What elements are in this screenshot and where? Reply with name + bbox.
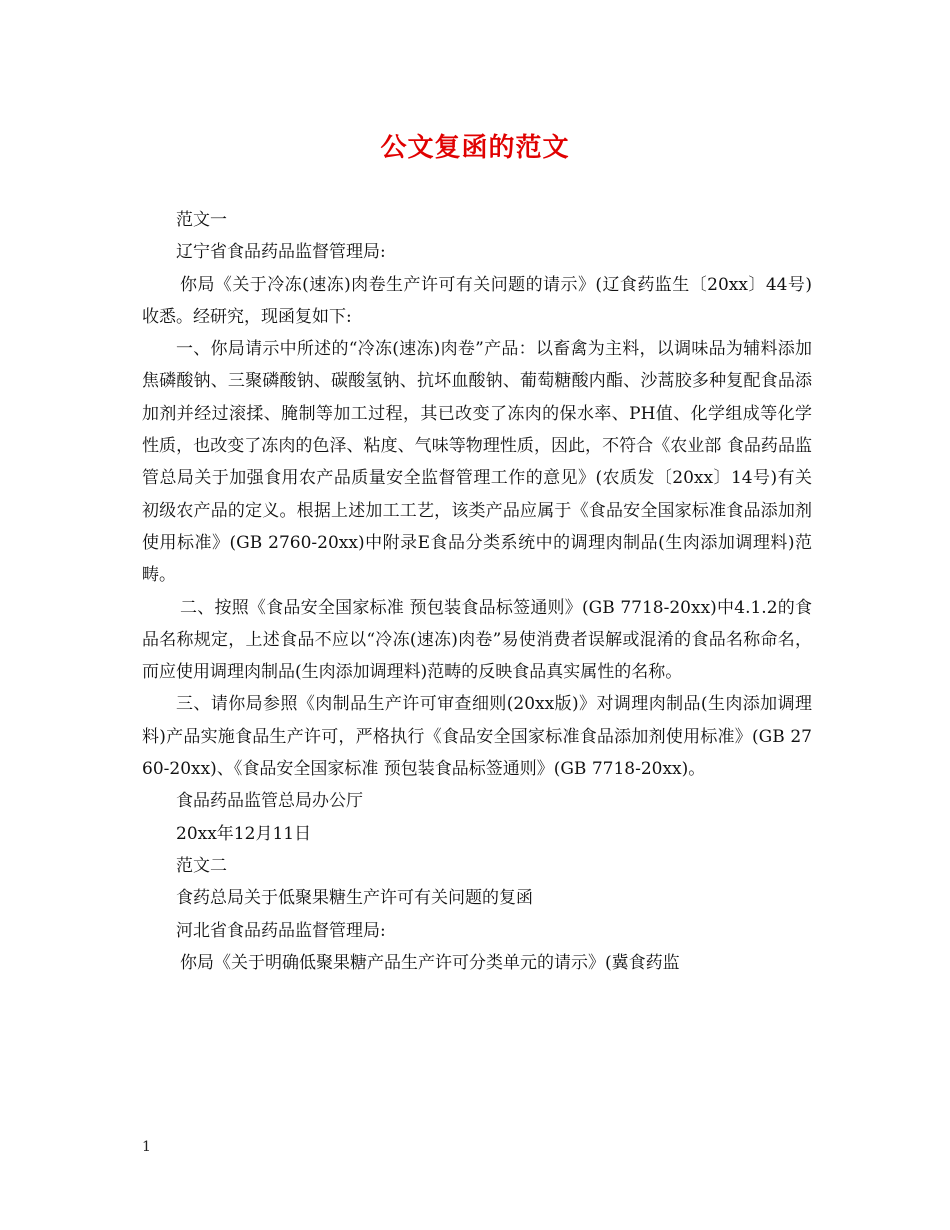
paragraph-point-3: 三、请你局参照《肉制品生产许可审查细则(20xx版)》对调理肉制品(生肉添加调理料)产品实施食品生产许可，严格执行《食品安全国家标准食品添加剂使用标准》(GB 2760-20xx)、《食品安全国家标准 预包装食品标签通则》(GB 7718-20xx)。 xyxy=(142,694,812,780)
paragraph-intro-2: 你局《关于明确低聚果糖产品生产许可分类单元的请示》(冀食药监 xyxy=(180,952,680,973)
paragraph-point-2: 二、按照《食品安全国家标准 预包装食品标签通则》(GB 7718-20xx)中4.1.2的食品名称规定，上述食品不应以“冷冻(速冻)肉卷”易使消费者误解或混淆的食品名称命名，而应使用调理肉制品(生肉添加调理料)范畴的反映食品真实属性的名称。 xyxy=(142,597,812,683)
signature-office: 食品药品监管总局办公厅 xyxy=(176,791,363,812)
addressee-2: 河北省食品药品监督管理局: xyxy=(176,920,386,941)
section-heading-1: 范文一 xyxy=(176,210,227,230)
section-heading-2: 范文二 xyxy=(176,855,227,876)
paragraph-point-1: 一、你局请示中所述的“冷冻(速冻)肉卷”产品：以畜禽为主料，以调味品为辅料添加焦磷酸钠、三聚磷酸钠、碳酸氢钠、抗坏血酸钠、葡萄糖酸内酯、沙蒿胶多种复配食品添加剂并经过滚揉、腌制等加工过程，其已改变了冻肉的保水率、PH值、化学组成等化学性质，也改变了冻肉的色泽、粘度、气味等物理性质，因此，不符合《农业部 食品药品监管总局关于加强食用农产品质量安全监督管理工作的意见》(农质发〔20xx〕14号)有关初级农产品的定义。根据上述加工工艺，该类产品应属于《食品安全国家标准食品添加剂使用标准》(GB 2760-20xx)中附录E食品分类系统中的调理肉制品(生肉添加调理料)范畴。 xyxy=(142,339,812,586)
letter-title-2: 食药总局关于低聚果糖生产许可有关问题的复函 xyxy=(176,888,533,909)
addressee-1: 辽宁省食品药品监督管理局: xyxy=(176,242,386,263)
signature-date: 20xx年12月11日 xyxy=(176,823,312,844)
paragraph-intro-1: 你局《关于冷冻(速冻)肉卷生产许可有关问题的请示》(辽食药监生〔20xx〕44号)收悉。经研究，现函复如下: xyxy=(142,274,812,327)
document-body xyxy=(142,204,812,979)
document-title: 公文复函的范文 xyxy=(380,133,570,163)
page-number: 1 xyxy=(142,1139,151,1155)
